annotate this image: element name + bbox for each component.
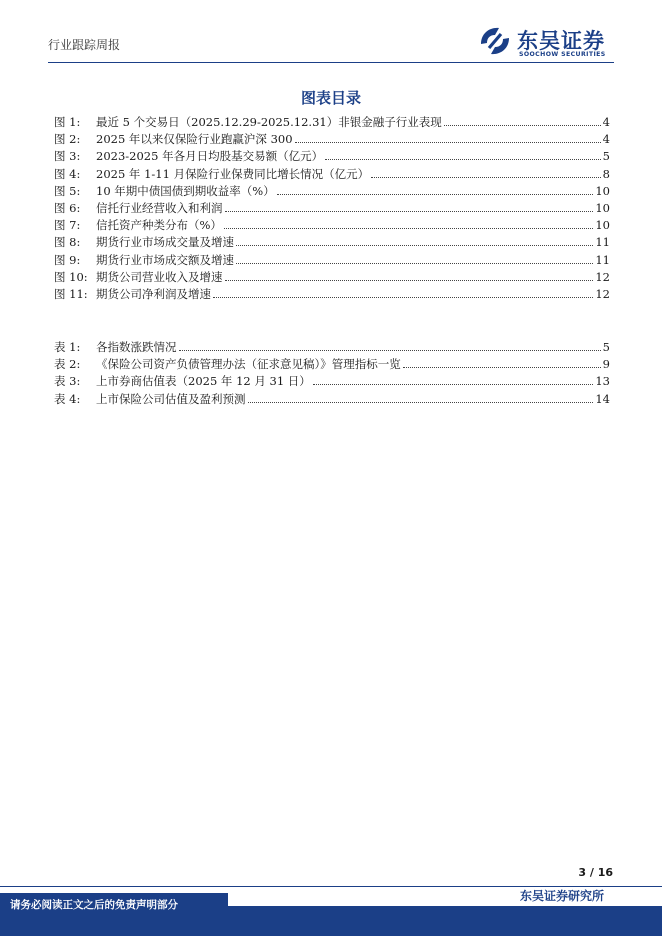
figure-title: 2025 年 1-11 月保险行业保费同比增长情况（亿元） (96, 166, 370, 181)
figure-title: 最近 5 个交易日（2025.12.29-2025.12.31）非银金融子行业表现 (96, 115, 442, 129)
figure-label: 图 8: (54, 235, 81, 250)
figure-label: 图 10: (54, 269, 88, 284)
figure-label: 图 2: (54, 132, 81, 147)
figure-label: 图 3: (54, 149, 81, 164)
dot-leader (224, 228, 593, 229)
figure-toc-entry[interactable] (54, 252, 610, 269)
figure-toc-entry[interactable] (54, 148, 610, 165)
figure-toc-entry[interactable] (54, 166, 610, 183)
dot-leader (236, 263, 593, 264)
dot-leader (236, 245, 593, 246)
figure-label: 图 6: (54, 200, 81, 215)
dot-leader (403, 367, 601, 368)
table-label: 表 4: (54, 391, 81, 406)
figure-title: 期货行业市场成交量及增速 (96, 235, 234, 250)
table-title: 上市保险公司估值及盈利预测 (96, 391, 246, 406)
dot-leader (325, 159, 601, 160)
table-title: 上市券商估值表（2025 年 12 月 31 日） (96, 374, 311, 389)
toc-title: 图表目录 (300, 89, 361, 107)
table-page-number: 5 (602, 340, 610, 354)
dot-leader (371, 177, 601, 178)
table-label: 表 1: (54, 340, 81, 354)
report-type: 行业跟踪周报 (48, 38, 121, 52)
dot-leader (295, 142, 601, 143)
figure-title: 10 年期中债国债到期收益率（%） (96, 183, 275, 198)
figure-toc-entry[interactable] (54, 269, 610, 286)
dot-leader (179, 350, 601, 351)
figure-label: 图 9: (54, 252, 81, 267)
figure-title: 信托行业经营收入和利润 (96, 200, 223, 215)
figure-title: 信托资产种类分布（%） (96, 218, 222, 233)
table-title: 《保险公司资产负债管理办法（征求意见稿）》管理指标一览 (96, 357, 401, 372)
figure-title: 2025 年以来仅保险行业跑赢沪深 300 (96, 132, 293, 147)
figure-list (54, 114, 610, 303)
dot-leader (248, 402, 594, 403)
figure-title: 期货公司营业收入及增速 (96, 269, 223, 284)
header-divider (48, 62, 614, 63)
figure-page-number: 10 (595, 218, 610, 233)
figure-toc-entry[interactable] (54, 183, 610, 200)
table-toc-entry[interactable] (54, 373, 610, 390)
figure-title: 期货行业市场成交额及增速 (96, 252, 234, 267)
table-list (54, 339, 610, 408)
figure-page-number: 12 (595, 286, 610, 301)
figure-label: 图 5: (54, 183, 81, 198)
figure-toc-entry[interactable] (54, 131, 610, 148)
table-title: 各指数涨跌情况 (96, 340, 177, 354)
figure-title: 2023-2025 年各月日均股基交易额（亿元） (96, 149, 324, 164)
logo-en-text: SOOCHOW SECURITIES (519, 51, 606, 58)
figure-toc-entry[interactable] (54, 234, 610, 251)
figure-page-number: 5 (602, 149, 610, 164)
table-toc-entry[interactable] (54, 391, 610, 408)
figure-toc-entry[interactable] (54, 286, 610, 303)
table-page-number: 13 (595, 374, 610, 389)
figure-toc-entry[interactable] (54, 114, 610, 131)
logo-cn-text: 东吴证券 (517, 29, 605, 53)
dot-leader (277, 194, 594, 195)
figure-page-number: 12 (595, 269, 610, 284)
figure-page-number: 11 (595, 252, 610, 267)
footer-org: 东吴证券研究所 (519, 889, 604, 903)
figure-page-number: 4 (602, 132, 610, 147)
page-number: 3 / 16 (578, 866, 613, 879)
figure-page-number: 4 (602, 115, 610, 129)
table-page-number: 14 (595, 391, 610, 406)
figure-title: 期货公司净利润及增速 (96, 286, 211, 301)
figure-page-number: 10 (595, 183, 610, 198)
dot-leader (225, 280, 594, 281)
figure-page-number: 11 (595, 235, 610, 250)
table-label: 表 2: (54, 357, 81, 372)
dot-leader (313, 384, 594, 385)
figure-label: 图 7: (54, 218, 81, 233)
figure-page-number: 8 (602, 166, 610, 181)
company-logo (477, 24, 617, 60)
disclaimer-notice[interactable]: 请务必阅读正文之后的免责声明部分 (0, 893, 228, 917)
figure-page-number: 10 (595, 200, 610, 215)
table-page-number: 9 (602, 357, 610, 372)
table-toc-entry[interactable] (54, 356, 610, 373)
figure-toc-entry[interactable] (54, 217, 610, 234)
figure-label: 图 4: (54, 166, 81, 181)
table-toc-entry[interactable] (54, 339, 610, 356)
figure-toc-entry[interactable] (54, 200, 610, 217)
dot-leader (444, 125, 601, 126)
figure-label: 图 1: (54, 115, 81, 129)
dot-leader (213, 297, 593, 298)
logo-mark-icon (477, 24, 513, 58)
figure-label: 图 11: (54, 286, 88, 301)
dot-leader (225, 211, 594, 212)
table-label: 表 3: (54, 374, 81, 389)
